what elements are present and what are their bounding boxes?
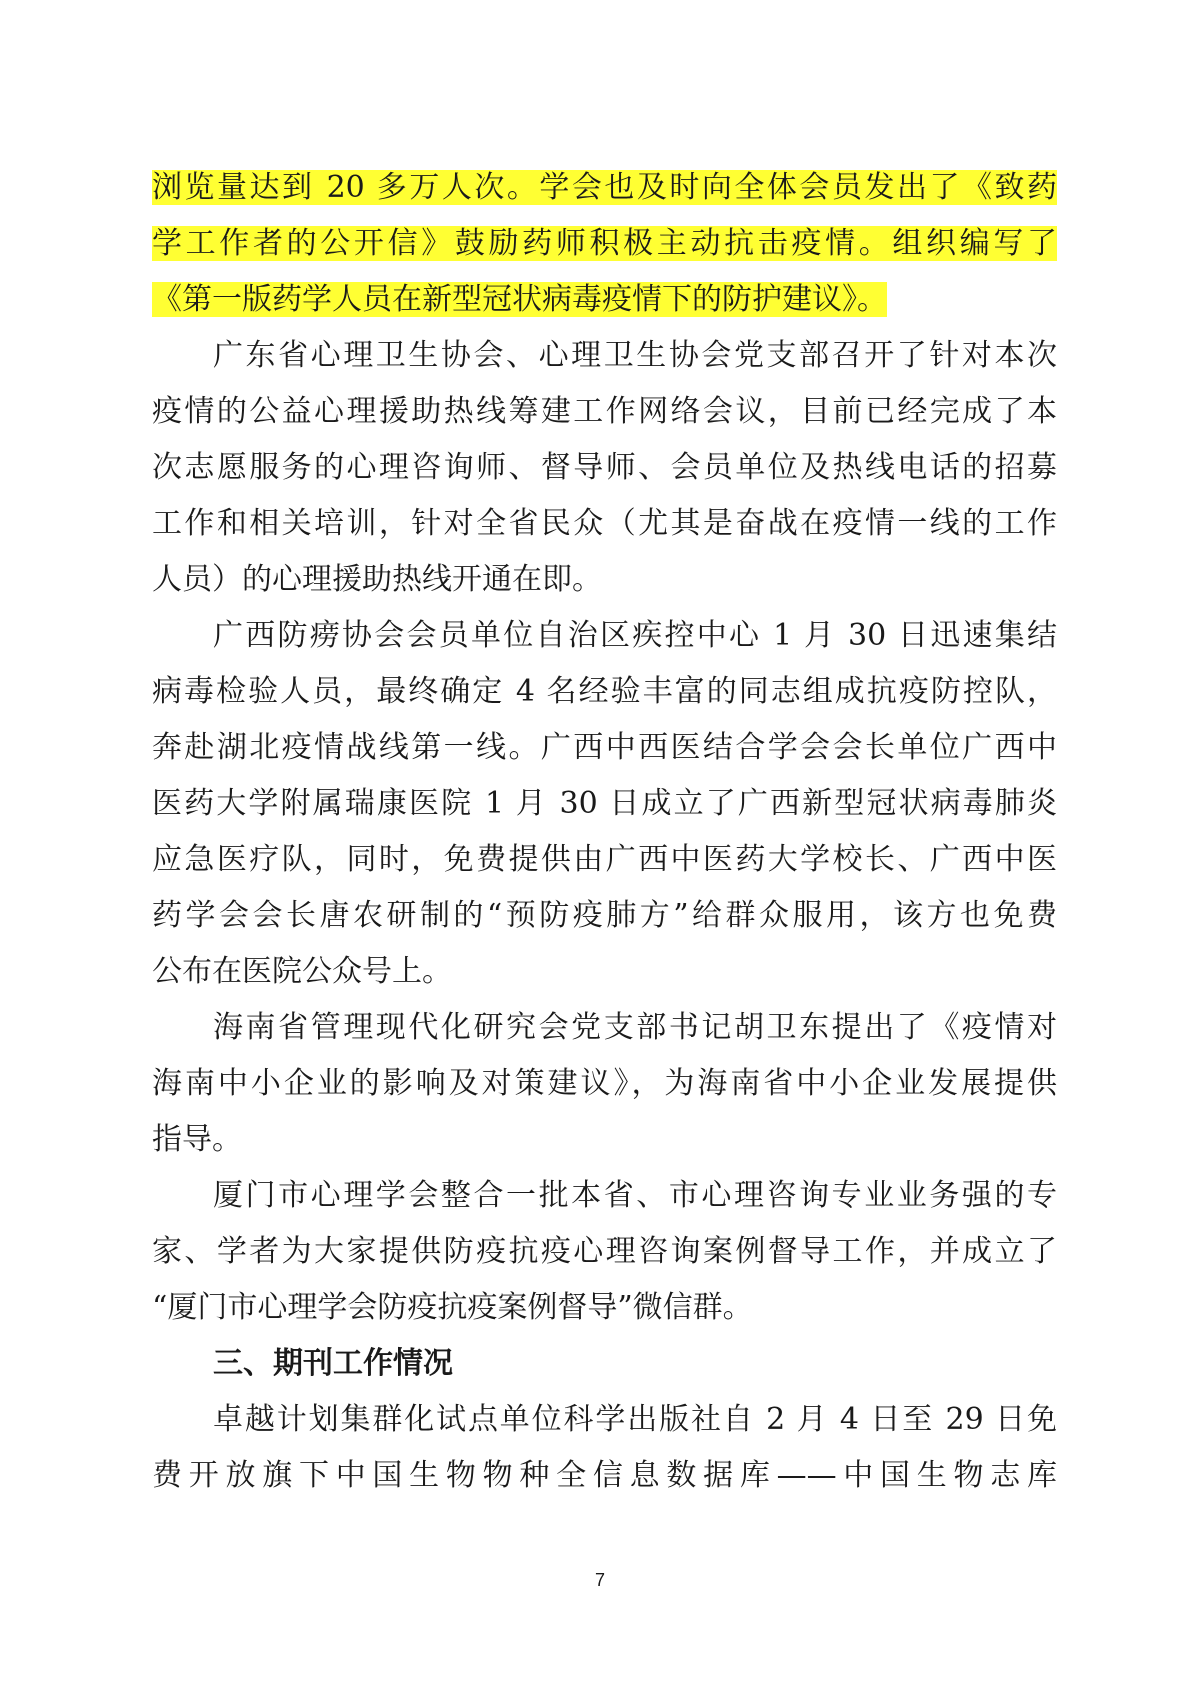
highlighted-text: 《第一版药学人员在新型冠状病毒疫情下的防护建议》。 [152, 282, 887, 317]
paragraph-line: 公布在医院公众号上。 [152, 954, 452, 989]
paragraph-line [152, 276, 1057, 324]
paragraph-line: 海南中小企业的影响及对策建议》，为海南省中小企业发展提供 [152, 1066, 1057, 1101]
paragraph-line: 工作和相关培训，针对全省民众（尤其是奋战在疫情一线的工作 [152, 506, 1057, 541]
paragraph-line [152, 220, 1057, 268]
paragraph-line: 药学会会长唐农研制的“预防疫肺方”给群众服用，该方也免费 [152, 898, 1057, 933]
paragraph-line-indent: 厦门市心理学会整合一批本省、市心理咨询专业业务强的专 [213, 1178, 1057, 1213]
paragraph-line-indent: 卓越计划集群化试点单位科学出版社自 2 月 4 日至 29 日免 [213, 1402, 1057, 1437]
paragraph-line: 费开放旗下中国生物物种全信息数据库——中国生物志库 [152, 1458, 1057, 1493]
paragraph-line: 家、学者为大家提供防疫抗疫心理咨询案例督导工作，并成立了 [152, 1234, 1057, 1269]
section-heading: 三、期刊工作情况 [213, 1346, 453, 1381]
paragraph-line: 应急医疗队，同时，免费提供由广西中医药大学校长、广西中医 [152, 842, 1057, 877]
paragraph-line: 奔赴湖北疫情战线第一线。广西中西医结合学会会长单位广西中 [152, 730, 1057, 765]
paragraph-line: 病毒检验人员，最终确定 4 名经验丰富的同志组成抗疫防控队， [152, 674, 1057, 709]
paragraph-line-indent: 海南省管理现代化研究会党支部书记胡卫东提出了《疫情对 [213, 1010, 1057, 1045]
paragraph-line: 疫情的公益心理援助热线筹建工作网络会议，目前已经完成了本 [152, 394, 1057, 429]
paragraph-line-indent: 广西防痨协会会员单位自治区疾控中心 1 月 30 日迅速集结 [213, 618, 1057, 653]
page-number: 7 [594, 1570, 605, 1590]
paragraph-line-indent: 广东省心理卫生协会、心理卫生协会党支部召开了针对本次 [213, 338, 1057, 373]
paragraph-line [152, 164, 1057, 212]
paragraph-line: 医药大学附属瑞康医院 1 月 30 日成立了广西新型冠状病毒肺炎 [152, 786, 1057, 821]
highlighted-text: 学工作者的公开信》鼓励药师积极主动抗击疫情。组织编写了 [152, 226, 1057, 261]
highlighted-text: 浏览量达到 20 多万人次。学会也及时向全体会员发出了《致药 [152, 170, 1057, 205]
paragraph-line: 指导。 [152, 1122, 242, 1157]
paragraph-line: 人员）的心理援助热线开通在即。 [152, 562, 602, 597]
paragraph-line: 次志愿服务的心理咨询师、督导师、会员单位及热线电话的招募 [152, 450, 1057, 485]
paragraph-line: “厦门市心理学会防疫抗疫案例督导”微信群。 [152, 1290, 753, 1325]
